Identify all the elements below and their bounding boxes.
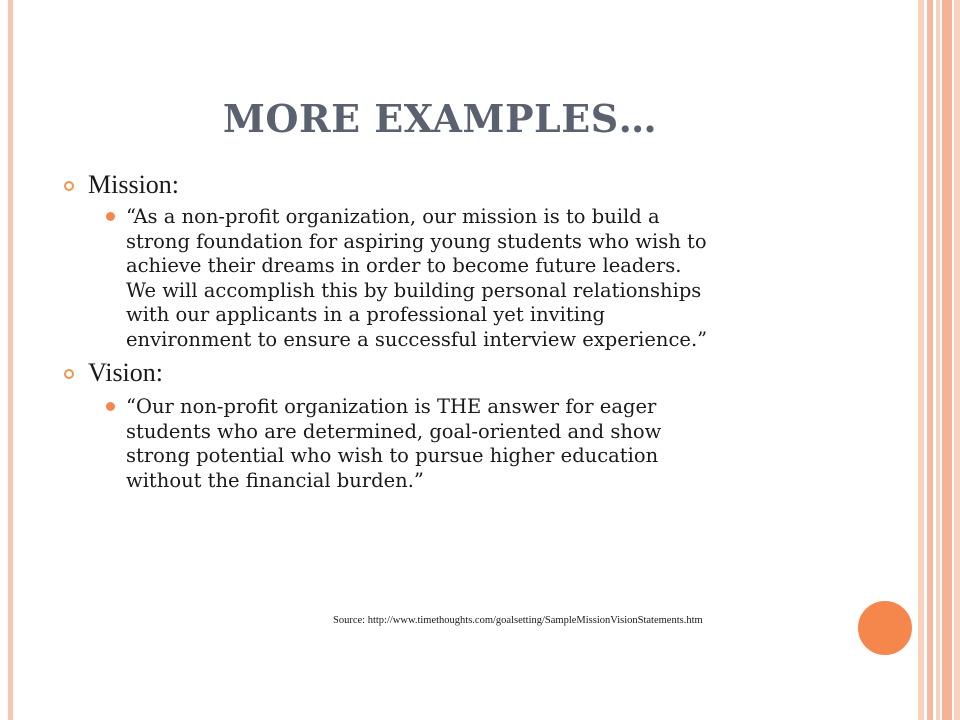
ring-bullet-icon bbox=[64, 369, 74, 379]
mission-line: with our applicants in a professional yet inviting bbox=[126, 303, 606, 326]
mission-heading: Mission: bbox=[88, 170, 180, 199]
mission-line: strong foundation for aspiring young students who wish to bbox=[126, 229, 707, 253]
mission-line: We will accomplish this by building personal relationships bbox=[126, 278, 702, 302]
stripe bbox=[918, 0, 924, 720]
vision-line: strong potential who wish to pursue higher education bbox=[126, 444, 659, 467]
source-citation: Source: http://www.timethoughts.com/goalsetting/SampleMissionVisionStatements.htm bbox=[333, 615, 703, 626]
mission-statement bbox=[126, 205, 826, 352]
dot-bullet-icon bbox=[106, 402, 115, 411]
vision-line: students who are determined, goal-oriented and show bbox=[126, 419, 662, 443]
mission-line: environment to ensure a successful interview experience.” bbox=[126, 327, 708, 351]
mission-line: achieve their dreams in order to become future leaders. bbox=[126, 254, 682, 277]
stripe bbox=[954, 0, 960, 720]
stripe bbox=[927, 0, 933, 720]
vision-line: without the financial burden.” bbox=[126, 468, 424, 492]
stripe bbox=[942, 0, 952, 720]
vision-statement bbox=[126, 395, 826, 493]
slide-title: MORE EXAMPLES… bbox=[222, 96, 658, 141]
orange-circle-decoration bbox=[856, 599, 914, 657]
vision-heading: Vision: bbox=[88, 358, 164, 387]
vision-line: “Our non-profit organization is THE answer for eager bbox=[126, 395, 657, 418]
ring-bullet-icon bbox=[64, 181, 74, 191]
dot-bullet-icon bbox=[106, 212, 115, 221]
left-border-decoration bbox=[8, 0, 13, 720]
stripe bbox=[936, 0, 940, 720]
mission-line: “As a non-profit organization, our mission is to build a bbox=[126, 205, 660, 228]
